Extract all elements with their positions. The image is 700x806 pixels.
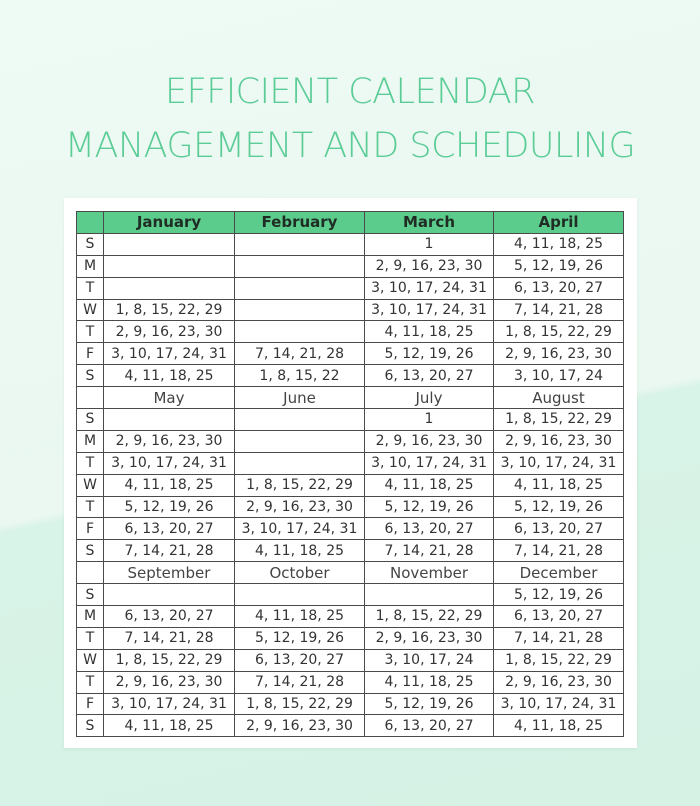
weekday-label: M	[77, 430, 104, 452]
month-header-row	[77, 387, 624, 409]
month-header-row	[77, 562, 624, 584]
date-cell: 4, 11, 18, 25	[494, 715, 624, 737]
weekday-row	[77, 540, 624, 562]
date-cell: 1	[365, 233, 494, 255]
month-header: June	[235, 387, 365, 409]
date-cell: 2, 9, 16, 23, 30	[235, 715, 365, 737]
weekday-label: S	[77, 233, 104, 255]
weekday-label: S	[77, 584, 104, 606]
date-cell: 6, 13, 20, 27	[365, 518, 494, 540]
weekday-row	[77, 321, 624, 343]
date-cell: 2, 9, 16, 23, 30	[365, 430, 494, 452]
weekday-row	[77, 496, 624, 518]
weekday-label: T	[77, 496, 104, 518]
weekday-row	[77, 343, 624, 365]
date-cell: 7, 14, 21, 28	[235, 343, 365, 365]
date-cell	[235, 255, 365, 277]
date-cell: 2, 9, 16, 23, 30	[365, 627, 494, 649]
weekday-label: T	[77, 321, 104, 343]
date-cell	[104, 277, 235, 299]
weekday-row	[77, 277, 624, 299]
weekday-row	[77, 474, 624, 496]
month-header: October	[235, 562, 365, 584]
date-cell: 5, 12, 19, 26	[494, 255, 624, 277]
weekday-row	[77, 299, 624, 321]
date-cell: 5, 12, 19, 26	[235, 627, 365, 649]
month-header-row	[77, 212, 624, 234]
date-cell: 6, 13, 20, 27	[365, 365, 494, 387]
date-cell: 4, 11, 18, 25	[494, 474, 624, 496]
month-header: March	[365, 212, 494, 234]
weekday-label: M	[77, 255, 104, 277]
date-cell: 7, 14, 21, 28	[104, 627, 235, 649]
date-cell: 5, 12, 19, 26	[365, 343, 494, 365]
date-cell: 2, 9, 16, 23, 30	[235, 496, 365, 518]
date-cell: 6, 13, 20, 27	[494, 518, 624, 540]
date-cell: 3, 10, 17, 24	[494, 365, 624, 387]
date-cell: 3, 10, 17, 24, 31	[494, 693, 624, 715]
month-header: December	[494, 562, 624, 584]
date-cell: 2, 9, 16, 23, 30	[494, 430, 624, 452]
date-cell: 3, 10, 17, 24, 31	[494, 452, 624, 474]
month-header: April	[494, 212, 624, 234]
weekday-label: F	[77, 343, 104, 365]
date-cell: 3, 10, 17, 24, 31	[365, 277, 494, 299]
date-cell: 6, 13, 20, 27	[104, 518, 235, 540]
date-cell	[104, 409, 235, 431]
date-cell: 6, 13, 20, 27	[235, 649, 365, 671]
date-cell	[235, 299, 365, 321]
date-cell: 7, 14, 21, 28	[494, 299, 624, 321]
date-cell	[365, 584, 494, 606]
weekday-row	[77, 255, 624, 277]
date-cell: 4, 11, 18, 25	[365, 321, 494, 343]
date-cell: 1, 8, 15, 22	[235, 365, 365, 387]
weekday-row	[77, 627, 624, 649]
date-cell: 2, 9, 16, 23, 30	[104, 671, 235, 693]
date-cell: 3, 10, 17, 24, 31	[104, 343, 235, 365]
date-cell: 3, 10, 17, 24	[365, 649, 494, 671]
title-line-1: EFFICIENT CALENDAR	[164, 72, 536, 112]
date-cell: 4, 11, 18, 25	[235, 606, 365, 628]
weekday-row	[77, 693, 624, 715]
month-header: November	[365, 562, 494, 584]
date-cell: 1, 8, 15, 22, 29	[365, 606, 494, 628]
date-cell: 4, 11, 18, 25	[104, 365, 235, 387]
date-cell: 5, 12, 19, 26	[104, 496, 235, 518]
date-cell: 7, 14, 21, 28	[235, 671, 365, 693]
corner-cell	[77, 562, 104, 584]
date-cell: 2, 9, 16, 23, 30	[365, 255, 494, 277]
date-cell: 6, 13, 20, 27	[494, 277, 624, 299]
date-cell	[104, 255, 235, 277]
date-cell: 4, 11, 18, 25	[494, 233, 624, 255]
date-cell: 1	[365, 409, 494, 431]
weekday-label: F	[77, 518, 104, 540]
corner-cell	[77, 212, 104, 234]
weekday-row	[77, 715, 624, 737]
weekday-label: W	[77, 299, 104, 321]
date-cell: 3, 10, 17, 24, 31	[365, 299, 494, 321]
date-cell: 7, 14, 21, 28	[365, 540, 494, 562]
date-cell: 1, 8, 15, 22, 29	[235, 693, 365, 715]
date-cell: 3, 10, 17, 24, 31	[235, 518, 365, 540]
date-cell: 1, 8, 15, 22, 29	[104, 649, 235, 671]
weekday-label: S	[77, 540, 104, 562]
month-header: May	[104, 387, 235, 409]
date-cell: 7, 14, 21, 28	[494, 627, 624, 649]
weekday-label: T	[77, 277, 104, 299]
weekday-label: M	[77, 606, 104, 628]
date-cell: 5, 12, 19, 26	[494, 496, 624, 518]
date-cell	[235, 430, 365, 452]
weekday-row	[77, 606, 624, 628]
date-cell: 3, 10, 17, 24, 31	[104, 452, 235, 474]
date-cell	[104, 233, 235, 255]
date-cell	[104, 584, 235, 606]
weekday-row	[77, 233, 624, 255]
date-cell: 6, 13, 20, 27	[104, 606, 235, 628]
date-cell	[235, 584, 365, 606]
date-cell: 1, 8, 15, 22, 29	[494, 649, 624, 671]
month-header: July	[365, 387, 494, 409]
title-line-2: MANAGEMENT AND SCHEDULING	[64, 126, 636, 166]
date-cell: 2, 9, 16, 23, 30	[494, 671, 624, 693]
date-cell: 2, 9, 16, 23, 30	[494, 343, 624, 365]
month-header: August	[494, 387, 624, 409]
month-header: February	[235, 212, 365, 234]
weekday-label: T	[77, 671, 104, 693]
weekday-label: T	[77, 627, 104, 649]
date-cell: 5, 12, 19, 26	[365, 693, 494, 715]
date-cell: 3, 10, 17, 24, 31	[365, 452, 494, 474]
date-cell: 4, 11, 18, 25	[365, 671, 494, 693]
date-cell: 1, 8, 15, 22, 29	[494, 409, 624, 431]
date-cell	[235, 277, 365, 299]
date-cell: 1, 8, 15, 22, 29	[494, 321, 624, 343]
date-cell: 6, 13, 20, 27	[365, 715, 494, 737]
weekday-row	[77, 409, 624, 431]
weekday-row	[77, 365, 624, 387]
corner-cell	[77, 387, 104, 409]
date-cell: 4, 11, 18, 25	[365, 474, 494, 496]
date-cell: 3, 10, 17, 24, 31	[104, 693, 235, 715]
weekday-row	[77, 671, 624, 693]
date-cell: 5, 12, 19, 26	[365, 496, 494, 518]
date-cell: 4, 11, 18, 25	[235, 540, 365, 562]
weekday-row	[77, 452, 624, 474]
weekday-label: W	[77, 474, 104, 496]
date-cell: 6, 13, 20, 27	[494, 606, 624, 628]
weekday-label: F	[77, 693, 104, 715]
date-cell: 7, 14, 21, 28	[494, 540, 624, 562]
weekday-row	[77, 649, 624, 671]
date-cell: 2, 9, 16, 23, 30	[104, 430, 235, 452]
date-cell	[235, 233, 365, 255]
month-header: September	[104, 562, 235, 584]
date-cell	[235, 452, 365, 474]
month-header: January	[104, 212, 235, 234]
weekday-row	[77, 584, 624, 606]
date-cell: 5, 12, 19, 26	[494, 584, 624, 606]
weekday-row	[77, 430, 624, 452]
weekday-label: T	[77, 452, 104, 474]
date-cell: 7, 14, 21, 28	[104, 540, 235, 562]
date-cell: 4, 11, 18, 25	[104, 474, 235, 496]
weekday-label: S	[77, 365, 104, 387]
date-cell: 1, 8, 15, 22, 29	[235, 474, 365, 496]
calendar-table	[76, 211, 624, 737]
date-cell	[235, 409, 365, 431]
weekday-label: S	[77, 409, 104, 431]
date-cell: 1, 8, 15, 22, 29	[104, 299, 235, 321]
weekday-label: W	[77, 649, 104, 671]
date-cell: 2, 9, 16, 23, 30	[104, 321, 235, 343]
date-cell: 4, 11, 18, 25	[104, 715, 235, 737]
weekday-label: S	[77, 715, 104, 737]
date-cell	[235, 321, 365, 343]
weekday-row	[77, 518, 624, 540]
